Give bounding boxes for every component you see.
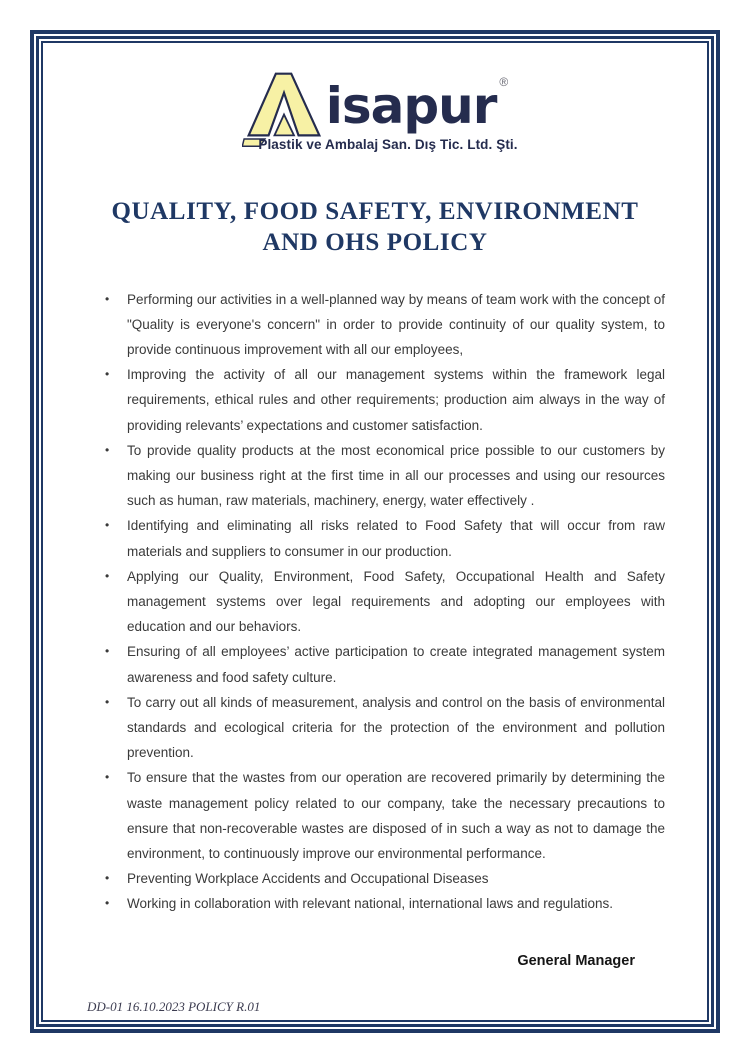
title-line-2: AND OHS POLICY xyxy=(262,229,488,257)
policy-item xyxy=(105,438,665,514)
company-tagline: Plastik ve Ambalaj San. Dış Tic. Ltd. Şti. xyxy=(258,137,518,152)
policy-item-text: Ensuring of all employees’ active participation to create integrated management system awareness and food safety culture. xyxy=(127,644,665,685)
bullet-marker: • xyxy=(105,896,110,911)
bullet-marker: • xyxy=(105,568,110,583)
signature-title: General Manager xyxy=(517,952,635,969)
policy-item-text: Applying our Quality, Environment, Food Safety, Occupational Health and Safety management systems over legal requirements and adopting our employees with education and our behaviors. xyxy=(127,568,665,635)
policy-item xyxy=(105,287,665,363)
policy-list xyxy=(43,287,707,917)
brand-name: isapur xyxy=(325,77,497,135)
logo-row xyxy=(43,71,707,145)
bullet-marker: • xyxy=(105,367,110,382)
bullet-marker: • xyxy=(105,291,110,306)
policy-item-text: Preventing Workplace Accidents and Occupational Diseases xyxy=(127,871,489,887)
registered-trademark-icon: ® xyxy=(499,75,509,89)
page-border-inner-line xyxy=(41,41,709,1022)
bullet-marker: • xyxy=(105,518,110,533)
policy-item xyxy=(105,866,665,891)
policy-item xyxy=(105,362,665,438)
policy-item-text: To ensure that the wastes from our operation are recovered primarily by determining the waste management policy related to our company, take the necessary precautions to ensure that non-recoverable wastes are disposed of in such a way as not to damage the environment, to continuously improve our environmental performance. xyxy=(127,770,665,861)
bullet-marker: • xyxy=(105,694,110,709)
company-logo xyxy=(43,71,707,152)
bullet-marker: • xyxy=(105,644,110,659)
brand-line xyxy=(325,71,509,135)
policy-item-text: Improving the activity of all our management systems within the framework legal requirements, ethical rules and other requirements; production aim always in the way of providing relevants’ expectations and customer satisfaction. xyxy=(127,367,665,433)
bullet-marker: • xyxy=(105,770,110,785)
policy-item xyxy=(105,513,665,563)
policy-item-text: To carry out all kinds of measurement, analysis and control on the basis of environmental standards and ecological criteria for the protection of the environment and pollution prevention. xyxy=(127,694,665,761)
policy-item xyxy=(105,690,665,766)
policy-item xyxy=(105,765,665,866)
bullet-marker: • xyxy=(105,442,110,457)
policy-item-text: Working in collaboration with relevant national, international laws and regulations. xyxy=(127,896,614,912)
document-code: DD-01 16.10.2023 POLICY R.01 xyxy=(87,999,261,1014)
policy-item xyxy=(105,639,665,689)
policy-item xyxy=(105,891,665,916)
policy-item-text: To provide quality products at the most economical price possible to our customers by making our business right at the first time in all our processes and using our resources such as human, raw materials, machinery, energy, water effectively . xyxy=(127,442,665,509)
bullet-marker: • xyxy=(105,871,110,886)
page-border-middle-line xyxy=(36,36,714,1027)
page-border xyxy=(30,30,720,1033)
document-title xyxy=(43,196,707,259)
policy-item-text: Performing our activities in a well-planned way by means of team work with the concept of "Quality is everyone's concern" in order to provide continuity of our quality system, to provide continuous improvement with all our employees, xyxy=(127,291,665,357)
policy-item xyxy=(105,564,665,640)
title-line-1: QUALITY, FOOD SAFETY, ENVIRONMENT xyxy=(111,198,639,225)
policy-item-text: Identifying and eliminating all risks related to Food Safety that will occur from raw materials and suppliers to consumer in our production. xyxy=(127,518,665,559)
